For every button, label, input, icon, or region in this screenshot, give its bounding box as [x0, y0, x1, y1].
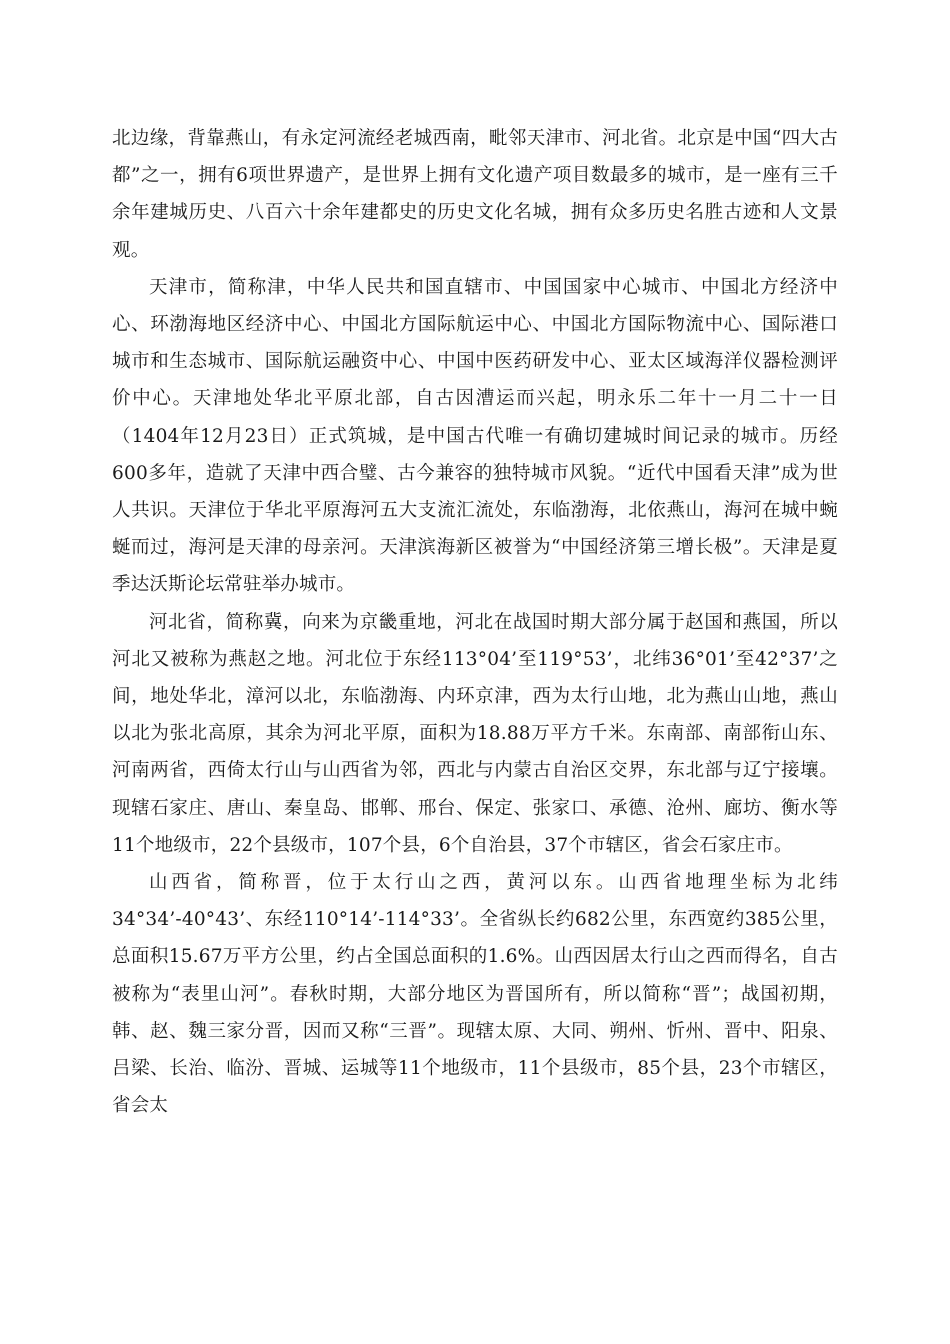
body-text [112, 120, 838, 1124]
paragraph-shanxi: 山西省，简称晋，位于太行山之西，黄河以东。山西省地理坐标为北纬34°34’-40°43’、东经110°14’-114°33’。全省纵长约682公里，东西宽约385公里，总面积15.67万平方公里，约占全国总面积的1.6%。山西因居太行山之西而得名，自古被称为“表里山河”。春秋时期，大部分地区为晋国所有，所以简称“晋”；战国初期，韩、赵、魏三家分晋，因而又称“三晋”。现辖太原、大同、朔州、忻州、晋中、阳泉、吕梁、长治、临汾、晋城、运城等11个地级市，11个县级市，85个县，23个市辖区，省会太 [112, 872, 838, 1117]
paragraph-hebei: 河北省，简称冀，向来为京畿重地，河北在战国时期大部分属于赵国和燕国，所以河北又被称为燕赵之地。河北位于东经113°04’至119°53’，北纬36°01’至42°37’之间，地处华北，漳河以北，东临渤海、内环京津，西为太行山地，北为燕山山地，燕山以北为张北高原，其余为河北平原，面积为18.88万平方千米。东南部、南部衔山东、河南两省，西倚太行山与山西省为邻，西北与内蒙古自治区交界，东北部与辽宁接壤。现辖石家庄、唐山、秦皇岛、邯郸、邢台、保定、张家口、承德、沧州、廊坊、衡水等11个地级市，22个县级市，107个县，6个自治县，37个市辖区，省会石家庄市。 [112, 611, 838, 856]
paragraph-tianjin: 天津市，简称津，中华人民共和国直辖市、中国国家中心城市、中国北方经济中心、环渤海地区经济中心、中国北方国际航运中心、中国北方国际物流中心、国际港口城市和生态城市、国际航运融资中心、中国中医药研发中心、亚太区域海洋仪器检测评价中心。天津地处华北平原北部，自古因漕运而兴起，明永乐二年十一月二十一日（1404年12月23日）正式筑城，是中国古代唯一有确切建城时间记录的城市。历经600多年，造就了天津中西合璧、古今兼容的独特城市风貌。“近代中国看天津”成为世人共识。天津位于华北平原海河五大支流汇流处，东临渤海，北依燕山，海河在城中蜿蜒而过，海河是天津的母亲河。天津滨海新区被誉为“中国经济第三增长极”。天津是夏季达沃斯论坛常驻举办城市。 [112, 276, 838, 596]
paragraph-beijing-continued: 北边缘，背靠燕山，有永定河流经老城西南，毗邻天津市、河北省。北京是中国“四大古都”之一，拥有6项世界遗产，是世界上拥有文化遗产项目数最多的城市，是一座有三千余年建城历史、八百六十余年建都史的历史文化名城，拥有众多历史名胜古迹和人文景观。 [112, 128, 838, 261]
